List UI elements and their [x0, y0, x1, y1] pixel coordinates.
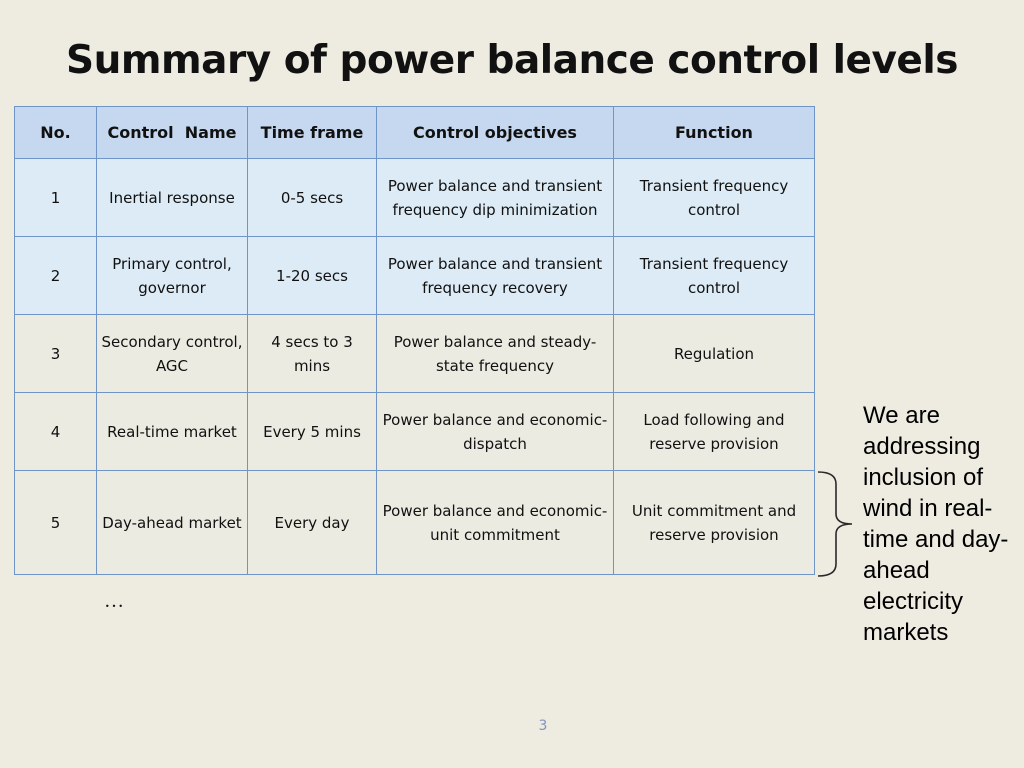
header-control-name: Control Name — [97, 107, 248, 159]
cell-function: Unit commitment and reserve provision — [614, 471, 815, 575]
cell-control-name: Real-time market — [97, 393, 248, 471]
header-no: No. — [15, 107, 97, 159]
cell-control-objectives: Power balance and economic-dispatch — [377, 393, 614, 471]
cell-no: 5 — [15, 471, 97, 575]
control-levels-table — [14, 106, 815, 575]
cell-no: 2 — [15, 237, 97, 315]
cell-control-name: Primary control, governor — [97, 237, 248, 315]
cell-time-frame: 0-5 secs — [248, 159, 377, 237]
annotation-note: We are addressing inclusion of wind in real-time and day-ahead electricity markets — [863, 402, 1009, 646]
table-header-row — [15, 107, 815, 159]
cell-function: Regulation — [614, 315, 815, 393]
table-row — [15, 159, 815, 237]
header-time-frame: Time frame — [248, 107, 377, 159]
header-control-objectives: Control objectives — [377, 107, 614, 159]
cell-time-frame: 4 secs to 3 mins — [248, 315, 377, 393]
cell-control-name: Inertial response — [97, 159, 248, 237]
cell-no: 1 — [15, 159, 97, 237]
cell-time-frame: 1-20 secs — [248, 237, 377, 315]
cell-function: Load following and reserve provision — [614, 393, 815, 471]
slide-title: Summary of power balance control levels — [66, 38, 958, 83]
cell-function: Transient frequency control — [614, 159, 815, 237]
cell-time-frame: Every 5 mins — [248, 393, 377, 471]
cell-no: 4 — [15, 393, 97, 471]
cell-no: 3 — [15, 315, 97, 393]
cell-control-name: Secondary control, AGC — [97, 315, 248, 393]
cell-function: Transient frequency control — [614, 237, 815, 315]
cell-control-objectives: Power balance and transient frequency recovery — [377, 237, 614, 315]
table-row — [15, 471, 815, 575]
page-number: 3 — [538, 718, 548, 734]
cell-control-objectives: Power balance and economic-unit commitment — [377, 471, 614, 575]
table-row — [15, 237, 815, 315]
right-curly-brace — [816, 470, 860, 578]
cell-control-objectives: Power balance and steady-state frequency — [377, 315, 614, 393]
cell-time-frame: Every day — [248, 471, 377, 575]
header-function: Function — [614, 107, 815, 159]
table-row — [15, 315, 815, 393]
cell-control-objectives: Power balance and transient frequency dip minimization — [377, 159, 614, 237]
table-row — [15, 393, 815, 471]
cell-control-name: Day-ahead market — [97, 471, 248, 575]
continuation-ellipsis: … — [104, 590, 124, 612]
